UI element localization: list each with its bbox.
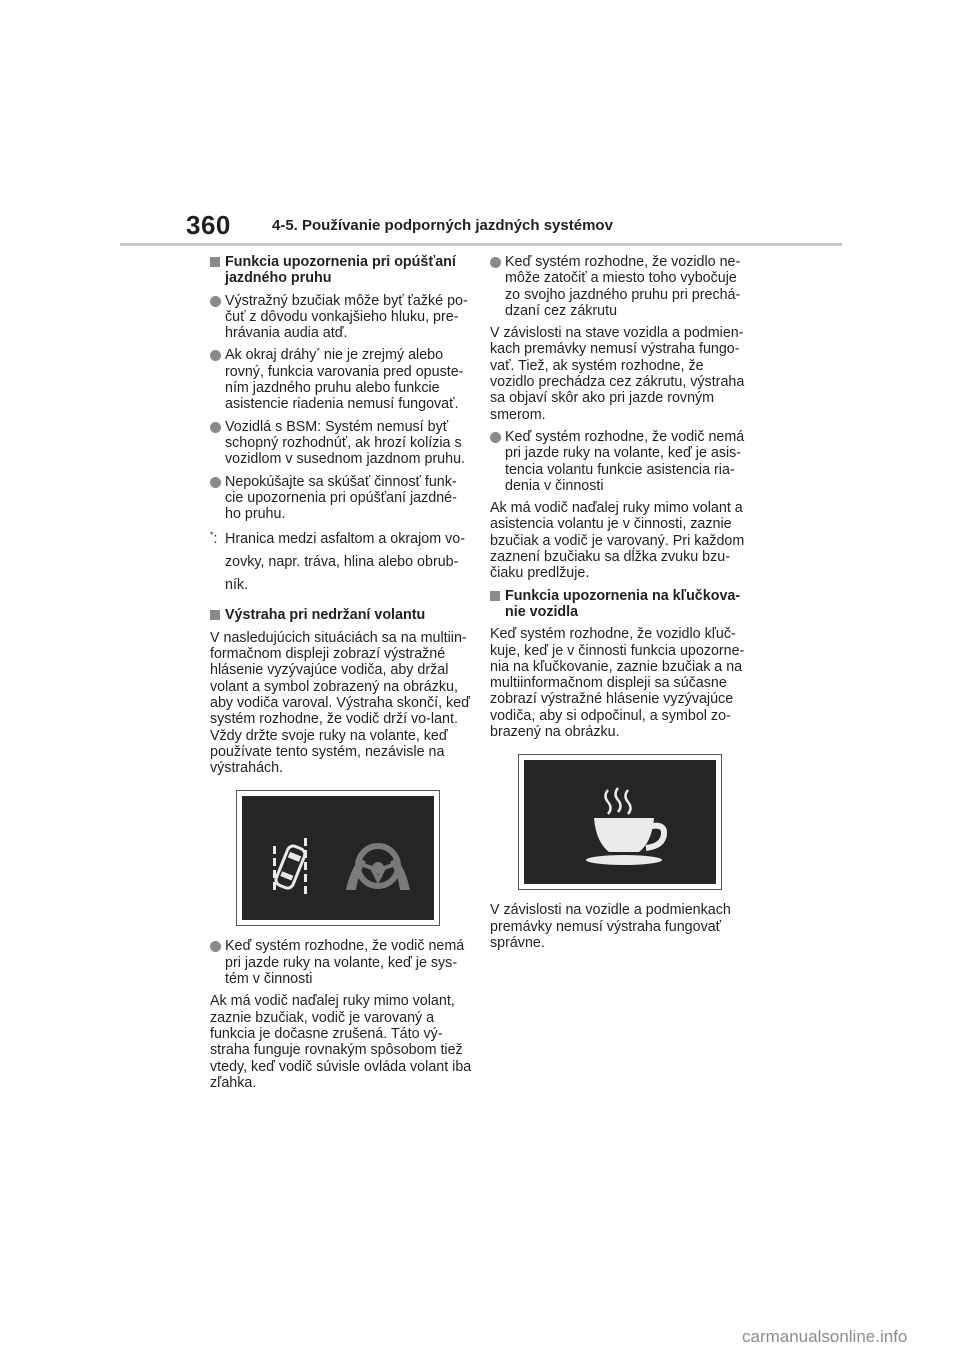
paragraph: Keď systém rozhodne, že vozidlo kľuč-kuje, keď je v činnosti funkcia upozorne-nia na kľučkovanie, zaznie bzučiak a na multiinformačnom displeji sa súčasne zobrazí výstražné hlásenie vyzývajúce vodiča, aby si odpočinul, a symbol zo-brazený na obrázku. — [490, 626, 745, 741]
square-bullet-icon — [490, 591, 500, 601]
round-bullet-icon — [210, 477, 221, 488]
right-column — [490, 254, 752, 957]
round-bullet-icon — [210, 422, 221, 433]
hands-off-warning-figure — [236, 790, 440, 926]
bullet-item: Výstražný bzučiak môže byť ťažké po-čuť z dôvodu vonkajšieho hluku, pre-hrávania audia atď. — [210, 293, 472, 342]
square-bullet-icon — [210, 257, 220, 267]
square-bullet-icon — [210, 610, 220, 620]
footnote: *: Hranica medzi asfaltom a okrajom vo-zovky, napr. tráva, hlina alebo obrub-ník. — [210, 530, 465, 594]
multi-information-display — [242, 796, 434, 920]
section-title: 4-5. Používanie podporných jazdných systémov — [272, 217, 613, 234]
paragraph: V závislosti na vozidle a podmienkach premávky nemusí výstraha fungovať správne. — [490, 902, 731, 951]
footnote-reference: * — [316, 346, 320, 357]
paragraph: V závislosti na stave vozidla a podmien-kach premávky nemusí výstraha fungo-vať. Tiež, ak systém rozhodne, že vozidlo prechádza cez zákrutu, výstraha sa objaví skôr ako pri jazde rovným smerom. — [490, 325, 745, 423]
bullet-item: Keď systém rozhodne, že vodič nemá pri jazde ruky na volante, keď je asis-tencia volantu funkcie asistencia ria-denia v činnosti — [490, 429, 752, 494]
page-header — [0, 0, 960, 250]
round-bullet-icon — [490, 257, 501, 268]
bullet-item: Nepokúšajte sa skúšať činnosť funk-cie upozornenia pri opúšťaní jazdné-ho pruhu. — [210, 474, 472, 523]
watermark[interactable]: carmanualsonline.info — [742, 1327, 908, 1346]
sway-warning-figure — [518, 754, 722, 890]
paragraph: Ak má vodič naďalej ruky mimo volant, zaznie bzučiak, vodič je varovaný a funkcia je dočasne zrušená. Táto vý-straha funguje rovnakým spôsobom tiež vtedy, keď vodič súvisle ovláda volant iba zľahka. — [210, 993, 472, 1091]
left-column — [210, 254, 472, 1097]
bullet-item: Vozidlá s BSM: Systém nemusí byť schopný rozhodnúť, ak hrozí kolízia s vozidlom v susednom jazdnom pruhu. — [210, 419, 472, 468]
round-bullet-icon — [490, 432, 501, 443]
heading-hands-off-warning: Výstraha pri nedržaní volantu — [210, 607, 472, 623]
bullet-item: Keď systém rozhodne, že vozidlo ne-môže zatočiť a miesto toho vybočuje zo svojho jazdného pruhu pri prechá-dzaní cez zákrutu — [490, 254, 752, 319]
round-bullet-icon — [210, 296, 221, 307]
round-bullet-icon — [210, 941, 221, 952]
multi-information-display — [524, 760, 716, 884]
round-bullet-icon — [210, 350, 221, 361]
heading-lane-departure-alert: Funkcia upozornenia pri opúšťaní jazdného pruhu — [210, 254, 472, 287]
coffee-cup-icon — [524, 760, 716, 884]
hands-off-steering-wheel-icon — [242, 796, 434, 920]
header-rule — [120, 243, 842, 246]
heading-vehicle-sway-warning: Funkcia upozornenia na kľučkova-nie vozidla — [490, 588, 752, 621]
bullet-item: Ak okraj dráhy* nie je zrejmý alebo rovný, funkcia varovania pred opuste-ním jazdného pruhu alebo funkcie asistencie riadenia nemusí fungovať. — [210, 347, 472, 412]
bullet-item: Keď systém rozhodne, že vodič nemá pri jazde ruky na volante, keď je sys-tém v činnosti — [210, 938, 472, 987]
page-number: 360 — [186, 210, 231, 240]
paragraph: Ak má vodič naďalej ruky mimo volant a asistencia volantu je v činnosti, zaznie bzučiak a vodič je varovaný. Pri každom zaznení bzučiaku sa dĺžka zvuku bzu-čiaku predlžuje. — [490, 500, 745, 582]
paragraph: V nasledujúcich situáciách sa na multiin-formačnom displeji zobrazí výstražné hlásenie vyzývajúce vodiča, aby držal volant a symbol zobrazený na obrázku, aby vodiča varoval. Výstraha skončí, keď systém rozhodne, že vodič drží vo-lant. Vždy držte svoje ruky na volante, keď používate tento systém, nezávisle na výstrahách. — [210, 629, 470, 777]
